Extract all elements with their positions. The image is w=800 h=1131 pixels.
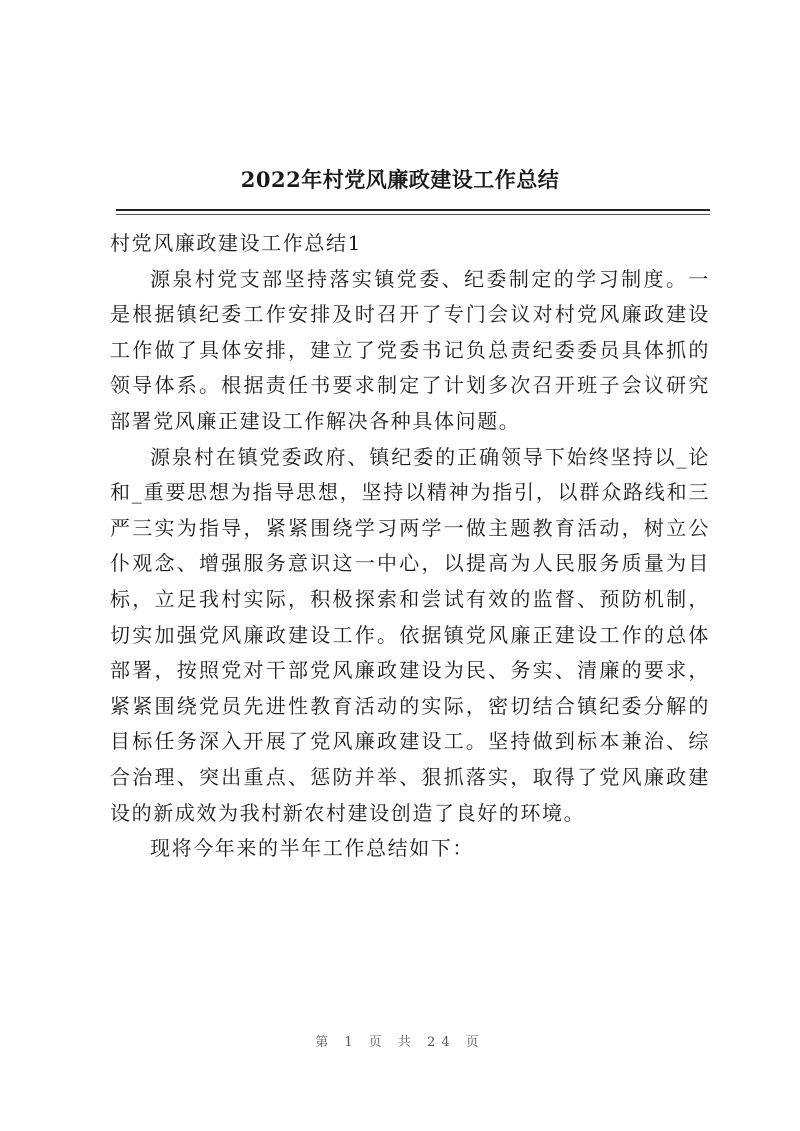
title-divider: [116, 209, 710, 211]
document-title: 2022年村党风廉政建设工作总结: [240, 167, 560, 192]
page-footer: 第 1 页 共 24 页: [315, 1035, 485, 1050]
paragraph-2: 源泉村在镇党委政府、镇纪委的正确领导下始终坚持以_论和_重要思想为指导思想，坚持以精神为指引，以群众路线和三严三实为指导，紧紧围绕学习两学一做主题教育活动，树立公仆观念、增强服务意识这一中心，以提高为人民服务质量为目标，立足我村实际，积极探索和尝试有效的监督、预防机制，切实加强党风廉政建设工作。依据镇党风廉正建设工作的总体部署，按照党对干部党风廉政建设为民、务实、清廉的要求，紧紧围绕党员先进性教育活动的实际，密切结合镇纪委分解的目标任务深入开展了党风廉政建设工。坚持做到标本兼治、综合治理、突出重点、惩防并举、狠抓落实，取得了党风廉政建设的新成效为我村新农村建设创造了良好的环境。: [110, 444, 710, 825]
title-divider-thin: [116, 214, 710, 215]
paragraph-1: 源泉村党支部坚持落实镇党委、纪委制定的学习制度。一是根据镇纪委工作安排及时召开了专门会议对村党风廉政建设工作做了具体安排，建立了党委书记负总责纪委委员具体抓的领导体系。根据责任书要求制定了计划多次召开班子会议研究部署党风廉正建设工作解决各种具体问题。: [110, 266, 710, 433]
section-heading: 村党风廉政建设工作总结1: [110, 231, 362, 255]
paragraph-3: 现将今年来的半年工作总结如下：: [150, 836, 474, 861]
document-body: [110, 226, 710, 867]
